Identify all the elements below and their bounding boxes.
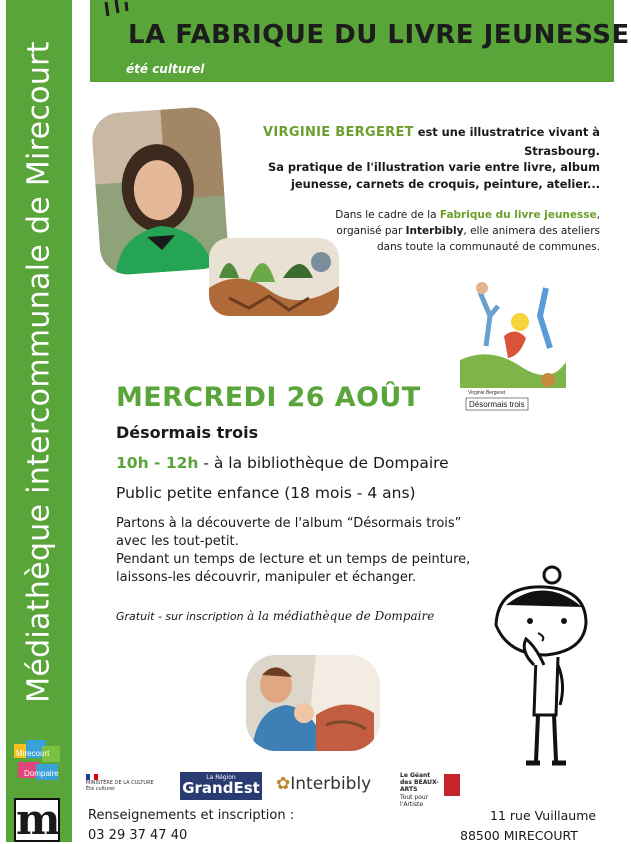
interbibly-label: Interbibly	[290, 774, 372, 794]
mirecourt-dompaire-logo	[12, 740, 64, 784]
interbibly-flower-icon: ✿	[276, 774, 291, 794]
artist-portrait-photo	[91, 106, 230, 277]
context-paragraph	[300, 208, 600, 255]
page-title: LA FABRIQUE DU LIVRE JEUNESSE	[128, 20, 630, 50]
mediatheque-m-logo: m	[16, 795, 61, 844]
region-grand-est-logo	[180, 772, 262, 800]
region-big-label: GrandEst	[182, 779, 260, 797]
artist-name: VIRGINIE BERGERET	[263, 125, 414, 140]
interbibly-logo	[276, 774, 371, 794]
registration-note	[116, 609, 434, 623]
illustration-child-character	[486, 565, 596, 775]
partner-logos	[86, 768, 466, 808]
registration-handwritten: à la médiathèque de Dompaire	[247, 609, 435, 623]
context-l1-pre: Dans le cadre de la	[335, 209, 440, 221]
beaux-arts-red-icon	[444, 774, 460, 796]
desc-line-1: Partons à la découverte de l'album “Désormais trois”	[116, 516, 462, 531]
event-time-place	[116, 454, 449, 472]
desc-line-4: laissons-les découvrir, manipuler et échanger.	[116, 569, 417, 585]
ministry-culture-logo	[86, 774, 156, 800]
context-interbibly: Interbibly	[405, 224, 464, 237]
address-line-1: 11 rue Vuillaume	[490, 808, 597, 823]
beaux-arts-logo	[400, 772, 460, 808]
region-small-label: La Région	[206, 774, 236, 781]
event-time: 10h - 12h	[116, 454, 199, 472]
context-l1-post: ,	[596, 209, 600, 221]
event-place: - à la bibliothèque de Dompaire	[198, 454, 449, 472]
desc-line-2: avec les tout-petit.	[116, 533, 239, 549]
book-author: Virginie Bergeret	[468, 390, 506, 396]
header-banner	[90, 0, 630, 82]
context-l2-post: , elle animera des ateliers	[463, 224, 600, 237]
logo-text-top: Mirecourt	[16, 749, 50, 758]
intro-line-1: est une illustratrice vivant à Strasbourg.	[413, 125, 600, 158]
illustration-reading-family	[246, 655, 380, 751]
event-title: Désormais trois	[116, 423, 259, 442]
sidebar	[0, 0, 78, 842]
beaux-arts-tag: Tout pour l'Artiste	[400, 793, 429, 808]
event-description	[116, 515, 516, 587]
desc-line-3: Pendant un temps de lecture et un temps de peinture,	[116, 551, 471, 567]
info-label: Renseignements et inscription :	[88, 808, 295, 823]
registration-free: Gratuit - sur inscription	[116, 610, 248, 623]
library-name-vertical: Médiathèque intercommunale de Mirecourt	[21, 41, 57, 703]
event-date: MERCREDI 26 AOÛT	[116, 382, 421, 413]
intro-line-3: jeunesse, carnets de croquis, peinture, atelier...	[291, 176, 600, 191]
book-title: Désormais trois	[469, 400, 525, 409]
context-fabrique: Fabrique du livre jeunesse	[439, 209, 597, 221]
context-l2-pre: organisé par	[336, 224, 406, 237]
address-line-2: 88500 MIRECOURT	[460, 828, 578, 843]
page-subtitle: été culturel	[126, 62, 205, 76]
intro-line-2: Sa pratique de l'illustration varie entre livre, album	[268, 160, 600, 175]
beaux-arts-label: Le Géant des BEAUX-ARTS	[400, 772, 439, 794]
logo-text-bottom: Dompaire	[24, 769, 59, 778]
sun-rays-decoration	[100, 0, 140, 24]
ministry-label: MINISTÈRE DE LA CULTURE	[86, 780, 154, 786]
info-phone: 03 29 37 47 40	[88, 828, 188, 843]
ministry-tag: Été culturel	[86, 786, 115, 792]
event-audience: Public petite enfance (18 mois - 4 ans)	[116, 484, 416, 502]
artist-intro	[230, 124, 600, 192]
book-cover-desormais-trois	[460, 276, 566, 426]
context-l3: dans toute la communauté de communes.	[376, 240, 600, 253]
